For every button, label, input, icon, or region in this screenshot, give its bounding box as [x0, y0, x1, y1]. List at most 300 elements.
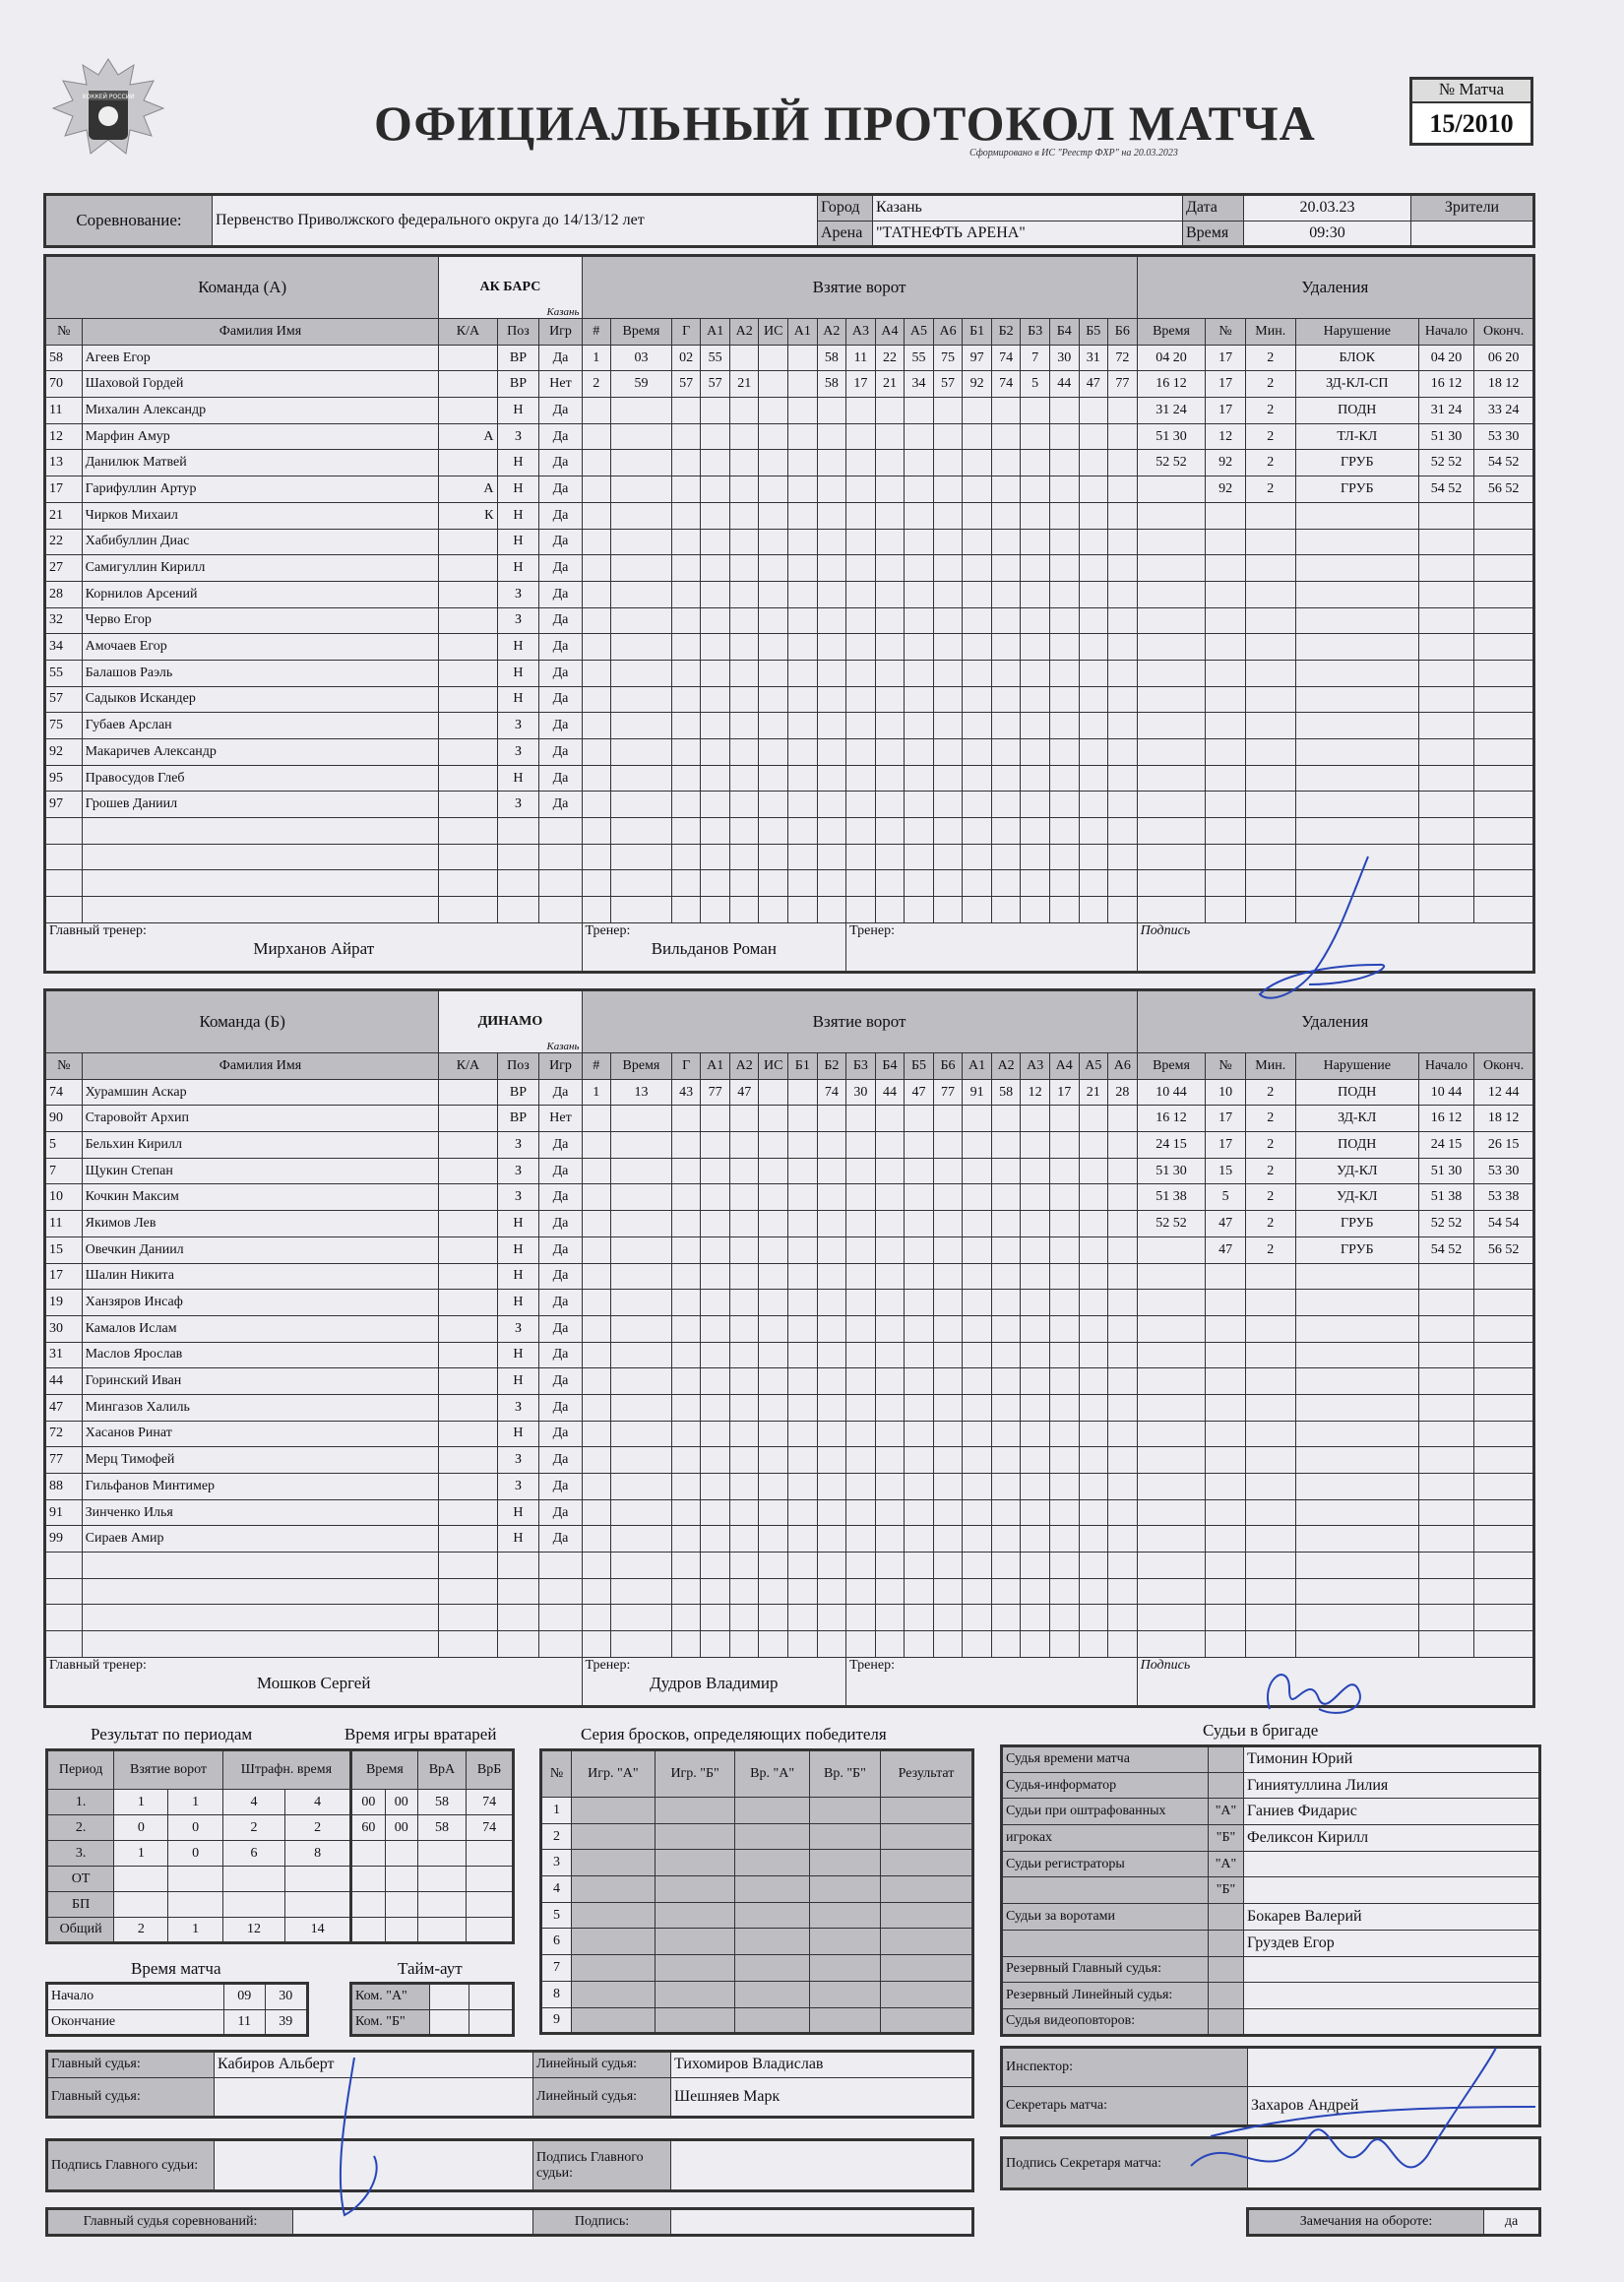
goal-header: Г: [671, 1053, 701, 1080]
goal-cell: [729, 844, 759, 870]
team-b-table: [43, 988, 1535, 1708]
goal-cell: 21: [875, 371, 905, 398]
penalty-minutes: [1245, 792, 1295, 818]
goal-cell: [875, 581, 905, 607]
goal-cell: [671, 1605, 701, 1631]
penalty-minutes: [1245, 1421, 1295, 1447]
table-row: [45, 1474, 1534, 1500]
spectators-label: Зрители: [1411, 195, 1534, 222]
penalty-player: [1206, 660, 1245, 686]
goal-cell: [817, 1631, 846, 1658]
player-played: Да: [539, 1211, 582, 1237]
goal-cell: [846, 897, 876, 923]
penalty-start: [1418, 686, 1473, 713]
goal-cell: [1021, 765, 1050, 792]
goal-cell: [1049, 476, 1079, 503]
match-time-title: Время матча: [131, 1959, 221, 1978]
goal-cell: [963, 1106, 992, 1132]
competition-info-table: [43, 193, 1535, 248]
period-cell: 12: [222, 1918, 285, 1943]
shootout-cell: [881, 1981, 973, 2007]
player-played: Да: [539, 1184, 582, 1211]
player-position: Н: [497, 1342, 539, 1368]
penalty-time: [1137, 634, 1206, 661]
goal-cell: [817, 818, 846, 845]
goal-cell: [1021, 1106, 1050, 1132]
goal-cell: [611, 1158, 672, 1184]
goal-cell: [701, 660, 730, 686]
goal-cell: [1049, 818, 1079, 845]
goal-cell: [611, 660, 672, 686]
penalty-header: Оконч.: [1474, 1053, 1534, 1080]
goal-cell: [1108, 844, 1138, 870]
goal-cell: [933, 686, 963, 713]
goal-cell: [1079, 897, 1108, 923]
goal-cell: 91: [963, 1079, 992, 1106]
goal-cell: [671, 529, 701, 555]
goal-cell: [611, 818, 672, 845]
goal-cell: [875, 818, 905, 845]
goal-cell: [991, 1553, 1021, 1579]
goal-cell: [1049, 739, 1079, 766]
goal-cell: [788, 529, 818, 555]
goal-cell: [582, 1158, 611, 1184]
goal-cell: [1108, 818, 1138, 845]
goal-cell: [1108, 634, 1138, 661]
goal-cell: [759, 1578, 788, 1605]
player-played: Да: [539, 1158, 582, 1184]
player-name: [82, 818, 439, 845]
goals-title: Взятие ворот: [582, 256, 1137, 319]
goal-cell: [875, 660, 905, 686]
goal-cell: [1049, 529, 1079, 555]
goal-cell: [1108, 581, 1138, 607]
player-role: [439, 529, 497, 555]
goal-cell: [611, 1342, 672, 1368]
goal-cell: [991, 1158, 1021, 1184]
goal-cell: [817, 502, 846, 529]
goal-cell: [671, 1236, 701, 1263]
goal-header: А2: [817, 319, 846, 346]
goal-header: Время: [611, 319, 672, 346]
goal-cell: [933, 398, 963, 424]
penalty-infraction: ЗД-КЛ: [1295, 1106, 1418, 1132]
goal-cell: [1021, 660, 1050, 686]
goal-cell: [1079, 1342, 1108, 1368]
goal-cell: [1108, 1447, 1138, 1474]
goal-cell: 5: [1021, 371, 1050, 398]
goal-cell: [759, 739, 788, 766]
table-row: [45, 1106, 1534, 1132]
goal-cell: [701, 1447, 730, 1474]
goal-cell: [729, 1578, 759, 1605]
shootout-cell: [735, 1798, 809, 1824]
goal-cell: [1108, 555, 1138, 582]
goal-cell: [611, 765, 672, 792]
goal-cell: [817, 1106, 846, 1132]
penalty-player: [1206, 897, 1245, 923]
player-role: [439, 371, 497, 398]
penalty-start: 51 38: [1418, 1184, 1473, 1211]
goal-header: Г: [671, 319, 701, 346]
goal-cell: [788, 844, 818, 870]
official-tag: "Б": [1209, 1877, 1244, 1904]
goal-cell: [817, 844, 846, 870]
penalty-start: 04 20: [1418, 345, 1473, 371]
goal-cell: [846, 555, 876, 582]
goal-cell: [933, 1158, 963, 1184]
goal-cell: [671, 450, 701, 476]
secretary-value: Захаров Андрей: [1248, 2087, 1540, 2126]
player-played: Да: [539, 1236, 582, 1263]
player-number: 10: [45, 1184, 83, 1211]
goal-cell: [905, 476, 934, 503]
goal-cell: [905, 1290, 934, 1316]
goal-cell: [1108, 423, 1138, 450]
shootout-number: 3: [541, 1850, 572, 1876]
official-tag: "Б": [1209, 1825, 1244, 1852]
penalty-header: Начало: [1418, 1053, 1473, 1080]
goal-cell: [582, 634, 611, 661]
penalty-end: [1474, 529, 1534, 555]
player-played: Да: [539, 765, 582, 792]
goal-cell: [729, 660, 759, 686]
goal-cell: [1021, 1263, 1050, 1290]
penalty-infraction: [1295, 1290, 1418, 1316]
goal-cell: [788, 1211, 818, 1237]
goal-cell: [788, 1079, 818, 1106]
goal-cell: [933, 1236, 963, 1263]
penalty-start: [1418, 581, 1473, 607]
goal-cell: [729, 870, 759, 897]
goal-cell: [1021, 1553, 1050, 1579]
goal-cell: [1079, 686, 1108, 713]
goal-cell: [788, 739, 818, 766]
official-row: [1002, 1930, 1540, 1956]
player-name: Зинченко Илья: [82, 1499, 439, 1526]
coach-cell: [582, 922, 846, 972]
table-row: [45, 1553, 1534, 1579]
goal-cell: [905, 1553, 934, 1579]
goal-cell: [1049, 1158, 1079, 1184]
goal-cell: [991, 660, 1021, 686]
goal-cell: [933, 1184, 963, 1211]
goal-cell: [991, 1526, 1021, 1553]
goal-cell: [1049, 1631, 1079, 1658]
goals-header: Взятие ворот: [114, 1750, 223, 1790]
goal-cell: [933, 1553, 963, 1579]
goal-cell: [933, 1447, 963, 1474]
goal-cell: [759, 1290, 788, 1316]
date-value: 20.03.23: [1244, 195, 1411, 222]
player-number: [45, 1631, 83, 1658]
goal-cell: [875, 1605, 905, 1631]
shootout-number: 5: [541, 1902, 572, 1929]
goal-cell: [1021, 713, 1050, 739]
goal-cell: [991, 581, 1021, 607]
penalty-player: [1206, 1526, 1245, 1553]
competition-referee-label: Главный судья соревнований:: [47, 2209, 293, 2236]
penalty-start: 16 12: [1418, 371, 1473, 398]
goal-cell: [759, 1132, 788, 1159]
table-row: [45, 1290, 1534, 1316]
goal-cell: [582, 450, 611, 476]
period-row: [47, 1815, 351, 1841]
penalty-infraction: ГРУБ: [1295, 1211, 1418, 1237]
goal-cell: [846, 1578, 876, 1605]
player-role: [439, 1631, 497, 1658]
goal-cell: [933, 1474, 963, 1500]
penalty-infraction: [1295, 1368, 1418, 1395]
goal-cell: 75: [933, 345, 963, 371]
goal-cell: [905, 502, 934, 529]
penalty-infraction: УД-КЛ: [1295, 1184, 1418, 1211]
goal-cell: [1021, 1605, 1050, 1631]
goal-cell: [759, 1342, 788, 1368]
goal-cell: [991, 476, 1021, 503]
goal-cell: [817, 1605, 846, 1631]
goal-cell: [933, 713, 963, 739]
goal-cell: [1021, 634, 1050, 661]
spectators-value: [1411, 221, 1534, 247]
player-number: 17: [45, 1263, 83, 1290]
table-row: [45, 398, 1534, 424]
goal-cell: [759, 1106, 788, 1132]
goalie-cell: [385, 1867, 417, 1892]
penalty-player: [1206, 844, 1245, 870]
player-position: З: [497, 1315, 539, 1342]
goal-cell: [846, 634, 876, 661]
goal-cell: [671, 1132, 701, 1159]
goal-cell: [1021, 476, 1050, 503]
penalty-infraction: [1295, 1526, 1418, 1553]
penalty-header: №: [1206, 319, 1245, 346]
player-role: [439, 1342, 497, 1368]
penalty-player: 17: [1206, 371, 1245, 398]
line-referee-1-label: Линейный судья:: [533, 2052, 671, 2078]
goal-cell: [701, 1474, 730, 1500]
goal-cell: [905, 1342, 934, 1368]
goal-cell: [1108, 1342, 1138, 1368]
goal-cell: [1079, 1394, 1108, 1421]
player-position: Н: [497, 660, 539, 686]
goal-cell: 77: [701, 1079, 730, 1106]
goal-cell: [788, 1447, 818, 1474]
goal-cell: [582, 1184, 611, 1211]
goal-cell: [1021, 1631, 1050, 1658]
goal-cell: [875, 1290, 905, 1316]
roster-header: Игр: [539, 319, 582, 346]
goal-cell: [1108, 450, 1138, 476]
player-role: [439, 1184, 497, 1211]
goal-cell: [1021, 1368, 1050, 1395]
goal-cell: [963, 844, 992, 870]
goal-cell: [1021, 398, 1050, 424]
player-role: [439, 765, 497, 792]
goal-cell: [582, 1474, 611, 1500]
penalty-time: 31 24: [1137, 398, 1206, 424]
goal-cell: [611, 502, 672, 529]
goal-cell: [759, 660, 788, 686]
goal-cell: [729, 581, 759, 607]
penalty-start: 54 52: [1418, 1236, 1473, 1263]
goal-cell: 11: [846, 345, 876, 371]
goal-cell: [933, 1394, 963, 1421]
penalty-start: [1418, 1368, 1473, 1395]
goal-cell: [611, 897, 672, 923]
goal-cell: 92: [963, 371, 992, 398]
goal-cell: [991, 1631, 1021, 1658]
penalty-minutes: [1245, 1447, 1295, 1474]
goal-cell: [991, 1106, 1021, 1132]
goal-cell: [729, 345, 759, 371]
goal-cell: [582, 660, 611, 686]
player-name: [82, 1631, 439, 1658]
goal-cell: [963, 870, 992, 897]
goal-cell: [1108, 1474, 1138, 1500]
goal-cell: [671, 1578, 701, 1605]
goal-cell: [701, 1499, 730, 1526]
goal-cell: [1108, 1394, 1138, 1421]
goal-cell: [1021, 686, 1050, 713]
goal-cell: [788, 1132, 818, 1159]
goal-cell: [963, 792, 992, 818]
roster-header: К/А: [439, 1053, 497, 1080]
penalty-player: [1206, 818, 1245, 845]
penalty-player: 92: [1206, 476, 1245, 503]
goal-cell: [846, 450, 876, 476]
goal-cell: [991, 844, 1021, 870]
goal-cell: [788, 713, 818, 739]
official-label: Судья времени матча: [1002, 1746, 1209, 1773]
goal-cell: [611, 844, 672, 870]
goalie-cell: [351, 1867, 386, 1892]
table-row: [45, 1158, 1534, 1184]
goal-cell: [963, 1631, 992, 1658]
player-name: Шаховой Гордей: [82, 371, 439, 398]
player-number: 31: [45, 1342, 83, 1368]
goal-cell: [701, 634, 730, 661]
city-label: Город: [818, 195, 873, 222]
goal-cell: [759, 897, 788, 923]
player-position: З: [497, 423, 539, 450]
match-time-table: [45, 1982, 309, 2037]
goalie-cell: [351, 1892, 386, 1918]
goal-cell: [788, 818, 818, 845]
player-position: [497, 844, 539, 870]
period-cell: БП: [47, 1892, 114, 1918]
coach-name: Дудров Владимир: [650, 1673, 779, 1692]
goal-cell: 58: [817, 345, 846, 371]
player-played: Да: [539, 1474, 582, 1500]
goal-cell: [582, 1526, 611, 1553]
goal-cell: [846, 1474, 876, 1500]
goal-cell: [1079, 1474, 1108, 1500]
goal-cell: [611, 398, 672, 424]
shootout-cell: [881, 1902, 973, 1929]
player-number: 55: [45, 660, 83, 686]
goal-cell: [611, 1236, 672, 1263]
penalty-minutes: [1245, 818, 1295, 845]
player-name: Маслов Ярослав: [82, 1342, 439, 1368]
goal-cell: [671, 1553, 701, 1579]
table-row: [45, 1499, 1534, 1526]
goal-cell: [1108, 739, 1138, 766]
goal-cell: [1021, 739, 1050, 766]
goal-cell: [759, 371, 788, 398]
goal-cell: [701, 1315, 730, 1342]
goal-header: ИС: [759, 319, 788, 346]
goal-cell: 58: [817, 371, 846, 398]
goal-cell: [1108, 502, 1138, 529]
player-number: 91: [45, 1499, 83, 1526]
player-position: [497, 1553, 539, 1579]
goal-cell: [905, 1236, 934, 1263]
head-coach-cell: [45, 922, 583, 972]
match-number: 15/2010: [1429, 109, 1514, 138]
goal-cell: [846, 476, 876, 503]
goal-cell: [759, 1079, 788, 1106]
player-played: Да: [539, 529, 582, 555]
penalty-end: [1474, 844, 1534, 870]
player-position: Н: [497, 1421, 539, 1447]
player-number: 99: [45, 1526, 83, 1553]
penalty-end: 54 52: [1474, 450, 1534, 476]
referees-table: [45, 2050, 974, 2119]
goal-cell: [875, 1106, 905, 1132]
goal-cell: [759, 398, 788, 424]
penalty-player: [1206, 1342, 1245, 1368]
penalty-end: [1474, 502, 1534, 529]
goal-cell: [875, 870, 905, 897]
goal-cell: [671, 502, 701, 529]
main-referee-1: Кабиров Альберт: [215, 2052, 533, 2078]
player-position: З: [497, 1184, 539, 1211]
table-row: [45, 1526, 1534, 1553]
goal-cell: [701, 1394, 730, 1421]
goal-cell: [817, 1263, 846, 1290]
penalty-time: 51 30: [1137, 423, 1206, 450]
penalty-infraction: [1295, 1553, 1418, 1579]
goal-cell: [1049, 844, 1079, 870]
period-cell: 2: [222, 1815, 285, 1841]
table-row: [45, 1342, 1534, 1368]
goal-cell: [905, 660, 934, 686]
match-start-label: Начало: [47, 1984, 224, 2010]
goalie-cell: [417, 1841, 466, 1867]
goal-header: Б6: [1108, 319, 1138, 346]
sign-main-referee-label: Подпись Главного судьи:: [47, 2140, 215, 2191]
goal-cell: [582, 1578, 611, 1605]
player-position: Н: [497, 529, 539, 555]
goalie-cell: [417, 1892, 466, 1918]
goal-cell: [905, 870, 934, 897]
penalty-end: 18 12: [1474, 1106, 1534, 1132]
timeout-b-label: Ком. "Б": [351, 2009, 430, 2036]
goal-cell: [788, 1526, 818, 1553]
penalty-infraction: [1295, 555, 1418, 582]
table-row: [45, 713, 1534, 739]
goal-cell: [963, 581, 992, 607]
goal-cell: 74: [817, 1079, 846, 1106]
goalie-cell: 74: [467, 1790, 514, 1815]
shootout-header: Игр. "Б": [655, 1750, 735, 1798]
goal-cell: [817, 1184, 846, 1211]
player-name: Хасанов Ринат: [82, 1421, 439, 1447]
penalty-end: [1474, 1499, 1534, 1526]
goal-cell: [817, 1447, 846, 1474]
player-role: [439, 581, 497, 607]
